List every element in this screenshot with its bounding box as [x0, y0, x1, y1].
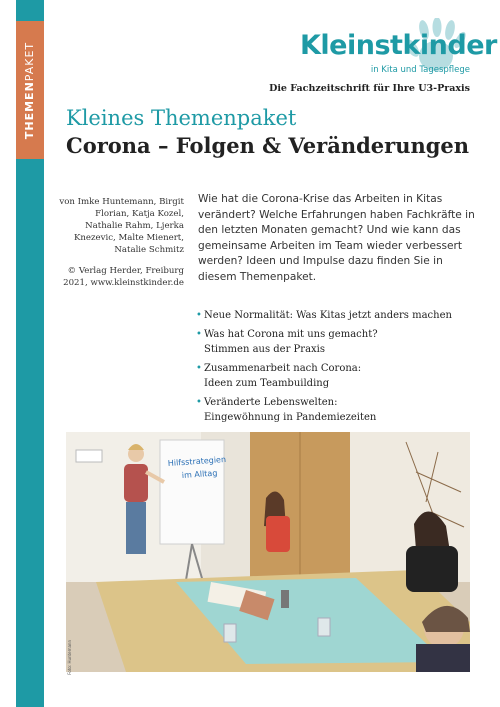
logo-wordmark: Kleinstkinder [300, 30, 497, 61]
intro-paragraph: Wie hat die Corona-Krise das Arbeiten in Kitas verändert? Welche Erfahrungen haben Fachkräfte in den letzten Monaten gemacht? Und wie kann das gemeinsame Arbeiten im Team wieder verbessert werden? Ideen und Impulse dazu finden Sie in diesem Themenpaket. [198, 193, 475, 283]
flipchart-text-2: im Alltag [181, 468, 218, 480]
author-block [56, 196, 184, 298]
copyright-note: © Verlag Herder, Freiburg 2021, www.kleinstkinder.de [63, 266, 184, 288]
page-title: Corona – Folgen & Veränderungen [66, 133, 470, 158]
topic-item [196, 361, 486, 392]
magazine-logo [292, 18, 497, 78]
photo-illustration [66, 432, 470, 672]
topic-item-line: • Was hat Corona mit uns gemacht? [204, 328, 378, 340]
author-list: von Imke Huntemann, Birgit Florian, Katja Kozel, Nathalie Rahm, Ljerka Knezevic, Malte Mienert, Natalie Schmitz [59, 197, 184, 255]
topic-item-line: • Neue Normalität: Was Kitas jetzt anders machen [204, 310, 452, 321]
topic-item [196, 327, 486, 358]
topic-item-line: • Zusammenarbeit nach Corona: [204, 362, 362, 374]
team-meeting-photo [66, 432, 470, 672]
topic-item [196, 308, 486, 324]
section-tab-label: THEMENPAKET [23, 41, 37, 139]
topic-item-line: Ideen zum Teambuilding [204, 378, 330, 389]
photo-credit: Foto: Huntemann [67, 640, 72, 675]
topic-item-line: • Veränderte Lebenswelten: [204, 396, 338, 408]
section-tab [16, 21, 44, 159]
topic-item [196, 395, 486, 426]
logo-subtitle: in Kita und Tagespflege [370, 65, 470, 75]
topic-item-line: Stimmen aus der Praxis [204, 344, 326, 355]
page-kicker: Kleines Themenpaket [66, 106, 297, 130]
topic-list [196, 308, 486, 429]
magazine-tagline: Die Fachzeitschrift für Ihre U3-Praxis [269, 83, 470, 94]
topic-item-line: Eingewöhnung in Pandemiezeiten [204, 412, 377, 423]
flipchart-text-1: Hilfsstrategien [167, 454, 227, 468]
